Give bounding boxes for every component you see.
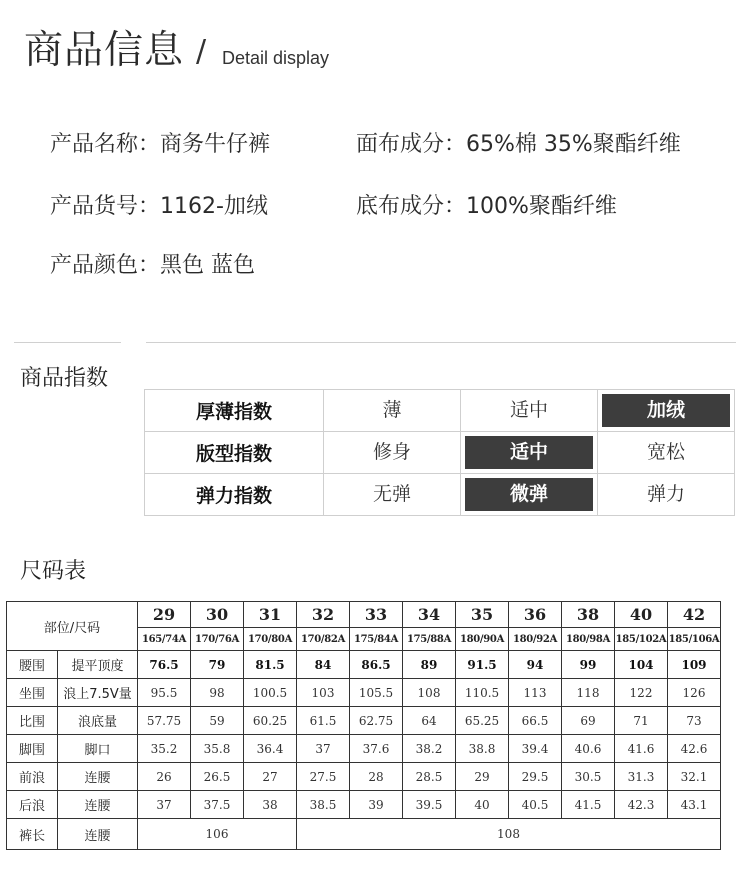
index-option-selected: 适中 bbox=[465, 436, 593, 469]
measure-method: 浪底量 bbox=[58, 707, 138, 735]
size-chart-title: 尺码表 bbox=[20, 559, 87, 584]
measure-value: 36.4 bbox=[244, 735, 297, 763]
measure-value: 41.5 bbox=[562, 791, 615, 819]
size-number: 33 bbox=[350, 602, 403, 628]
measure-value: 29.5 bbox=[509, 763, 562, 791]
fabric-value: 65%棉 35%聚酯纤维 bbox=[466, 132, 681, 157]
product-name-label: 产品名称： bbox=[50, 132, 161, 157]
index-table bbox=[144, 389, 735, 516]
measure-value: 40.6 bbox=[562, 735, 615, 763]
measure-value: 108 bbox=[403, 679, 456, 707]
sku-value: 1162-加绒 bbox=[160, 194, 268, 219]
measure-value: 37.5 bbox=[191, 791, 244, 819]
length-value-group-a: 106 bbox=[138, 819, 297, 850]
measure-value: 40.5 bbox=[509, 791, 562, 819]
fabric-label: 面布成分： bbox=[356, 132, 467, 157]
measure-value: 69 bbox=[562, 707, 615, 735]
color-label: 产品颜色： bbox=[50, 253, 161, 278]
measure-value: 103 bbox=[297, 679, 350, 707]
index-row bbox=[145, 390, 735, 432]
measure-value: 38.2 bbox=[403, 735, 456, 763]
size-data-row bbox=[7, 707, 721, 735]
size-length-row bbox=[7, 819, 721, 850]
measure-value: 37 bbox=[297, 735, 350, 763]
index-row-label: 厚薄指数 bbox=[145, 390, 324, 432]
size-height-code: 180/92A bbox=[509, 628, 562, 651]
index-row-label: 版型指数 bbox=[145, 432, 324, 474]
measure-method: 提平顶度 bbox=[58, 651, 138, 679]
measure-value: 35.8 bbox=[191, 735, 244, 763]
measure-value: 64 bbox=[403, 707, 456, 735]
measure-value: 71 bbox=[615, 707, 668, 735]
measure-value: 110.5 bbox=[456, 679, 509, 707]
measure-value: 28 bbox=[350, 763, 403, 791]
index-option: 薄 bbox=[382, 399, 402, 421]
size-height-code: 185/106A bbox=[668, 628, 721, 651]
length-value-group-b: 108 bbox=[297, 819, 721, 850]
size-height-code: 170/76A bbox=[191, 628, 244, 651]
measure-part: 前浪 bbox=[7, 763, 58, 791]
size-number: 34 bbox=[403, 602, 456, 628]
measure-value: 98 bbox=[191, 679, 244, 707]
title-divider: / bbox=[196, 34, 207, 69]
measure-value: 32.1 bbox=[668, 763, 721, 791]
measure-value: 118 bbox=[562, 679, 615, 707]
size-height-code: 185/102A bbox=[615, 628, 668, 651]
index-option-cell bbox=[324, 474, 461, 516]
measure-value: 94 bbox=[509, 651, 562, 679]
index-option: 无弹 bbox=[372, 483, 411, 505]
index-option-cell bbox=[598, 474, 735, 516]
measure-value: 104 bbox=[615, 651, 668, 679]
lining-value: 100%聚酯纤维 bbox=[466, 194, 617, 219]
size-height-code: 170/82A bbox=[297, 628, 350, 651]
measure-value: 62.75 bbox=[350, 707, 403, 735]
measure-method: 连腰 bbox=[58, 763, 138, 791]
size-number: 32 bbox=[297, 602, 350, 628]
measure-value: 41.6 bbox=[615, 735, 668, 763]
measure-value: 99 bbox=[562, 651, 615, 679]
measure-value: 38.5 bbox=[297, 791, 350, 819]
measure-value: 35.2 bbox=[138, 735, 191, 763]
measure-method: 连腰 bbox=[58, 791, 138, 819]
page-title: 商品信息 bbox=[24, 28, 185, 73]
index-option-cell bbox=[598, 432, 735, 474]
measure-value: 28.5 bbox=[403, 763, 456, 791]
index-option-cell bbox=[461, 432, 598, 474]
measure-value: 73 bbox=[668, 707, 721, 735]
size-number: 30 bbox=[191, 602, 244, 628]
measure-value: 30.5 bbox=[562, 763, 615, 791]
fabric-line bbox=[356, 130, 681, 160]
index-option: 宽松 bbox=[646, 441, 685, 463]
measure-value: 91.5 bbox=[456, 651, 509, 679]
index-option-selected: 微弹 bbox=[465, 478, 593, 511]
measure-value: 65.25 bbox=[456, 707, 509, 735]
index-option: 适中 bbox=[509, 399, 548, 421]
page-subtitle: Detail display bbox=[222, 48, 330, 68]
measure-method: 连腰 bbox=[58, 819, 138, 850]
measure-value: 122 bbox=[615, 679, 668, 707]
measure-value: 95.5 bbox=[138, 679, 191, 707]
index-option-cell bbox=[461, 474, 598, 516]
index-option: 修身 bbox=[372, 441, 411, 463]
measure-method: 浪上7.5V量 bbox=[58, 679, 138, 707]
size-height-code: 180/90A bbox=[456, 628, 509, 651]
measure-value: 38.8 bbox=[456, 735, 509, 763]
index-option: 弹力 bbox=[646, 483, 685, 505]
measure-value: 27.5 bbox=[297, 763, 350, 791]
size-number: 29 bbox=[138, 602, 191, 628]
measure-value: 40 bbox=[456, 791, 509, 819]
measure-value: 60.25 bbox=[244, 707, 297, 735]
color-value: 黑色 蓝色 bbox=[160, 253, 256, 278]
measure-part: 腰围 bbox=[7, 651, 58, 679]
measure-value: 100.5 bbox=[244, 679, 297, 707]
measure-part: 脚围 bbox=[7, 735, 58, 763]
index-row bbox=[145, 474, 735, 516]
lining-label: 底布成分： bbox=[356, 194, 467, 219]
index-row bbox=[145, 432, 735, 474]
measure-value: 59 bbox=[191, 707, 244, 735]
size-data-row bbox=[7, 679, 721, 707]
size-data-row bbox=[7, 763, 721, 791]
size-corner-label: 部位/尺码 bbox=[7, 602, 138, 651]
measure-value: 42.3 bbox=[615, 791, 668, 819]
size-number: 31 bbox=[244, 602, 297, 628]
measure-value: 84 bbox=[297, 651, 350, 679]
size-number: 40 bbox=[615, 602, 668, 628]
measure-value: 29 bbox=[456, 763, 509, 791]
measure-value: 38 bbox=[244, 791, 297, 819]
index-option-cell bbox=[324, 390, 461, 432]
measure-part: 裤长 bbox=[7, 819, 58, 850]
divider-left bbox=[14, 342, 121, 343]
index-option-cell bbox=[324, 432, 461, 474]
sku-line bbox=[50, 192, 268, 222]
measure-value: 27 bbox=[244, 763, 297, 791]
measure-value: 39 bbox=[350, 791, 403, 819]
size-data-row bbox=[7, 791, 721, 819]
size-chart-table bbox=[6, 601, 721, 850]
size-height-code: 170/80A bbox=[244, 628, 297, 651]
index-option-selected: 加绒 bbox=[602, 394, 730, 427]
size-height-code: 175/84A bbox=[350, 628, 403, 651]
size-header-row bbox=[7, 602, 721, 628]
measure-value: 42.6 bbox=[668, 735, 721, 763]
measure-value: 86.5 bbox=[350, 651, 403, 679]
size-number: 38 bbox=[562, 602, 615, 628]
size-data-row bbox=[7, 735, 721, 763]
measure-value: 57.75 bbox=[138, 707, 191, 735]
product-name-value: 商务牛仔裤 bbox=[160, 132, 271, 157]
measure-value: 26 bbox=[138, 763, 191, 791]
measure-value: 39.5 bbox=[403, 791, 456, 819]
divider-right bbox=[146, 342, 736, 343]
measure-value: 37.6 bbox=[350, 735, 403, 763]
size-data-row bbox=[7, 651, 721, 679]
measure-part: 比围 bbox=[7, 707, 58, 735]
measure-value: 105.5 bbox=[350, 679, 403, 707]
size-number: 35 bbox=[456, 602, 509, 628]
measure-part: 后浪 bbox=[7, 791, 58, 819]
measure-value: 37 bbox=[138, 791, 191, 819]
size-height-code: 175/88A bbox=[403, 628, 456, 651]
measure-value: 89 bbox=[403, 651, 456, 679]
measure-value: 81.5 bbox=[244, 651, 297, 679]
measure-value: 26.5 bbox=[191, 763, 244, 791]
sku-label: 产品货号： bbox=[50, 194, 161, 219]
measure-method: 脚口 bbox=[58, 735, 138, 763]
index-section-title: 商品指数 bbox=[20, 366, 109, 391]
index-row-label: 弹力指数 bbox=[145, 474, 324, 516]
measure-value: 113 bbox=[509, 679, 562, 707]
measure-value: 109 bbox=[668, 651, 721, 679]
measure-part: 坐围 bbox=[7, 679, 58, 707]
measure-value: 39.4 bbox=[509, 735, 562, 763]
measure-value: 76.5 bbox=[138, 651, 191, 679]
size-height-code: 165/74A bbox=[138, 628, 191, 651]
index-option-cell bbox=[598, 390, 735, 432]
measure-value: 66.5 bbox=[509, 707, 562, 735]
lining-line bbox=[356, 192, 617, 222]
measure-value: 79 bbox=[191, 651, 244, 679]
size-height-code: 180/98A bbox=[562, 628, 615, 651]
measure-value: 43.1 bbox=[668, 791, 721, 819]
measure-value: 126 bbox=[668, 679, 721, 707]
index-option-cell bbox=[461, 390, 598, 432]
color-line bbox=[50, 251, 255, 281]
measure-value: 61.5 bbox=[297, 707, 350, 735]
product-name-line bbox=[50, 130, 270, 160]
measure-value: 31.3 bbox=[615, 763, 668, 791]
size-number: 42 bbox=[668, 602, 721, 628]
size-number: 36 bbox=[509, 602, 562, 628]
